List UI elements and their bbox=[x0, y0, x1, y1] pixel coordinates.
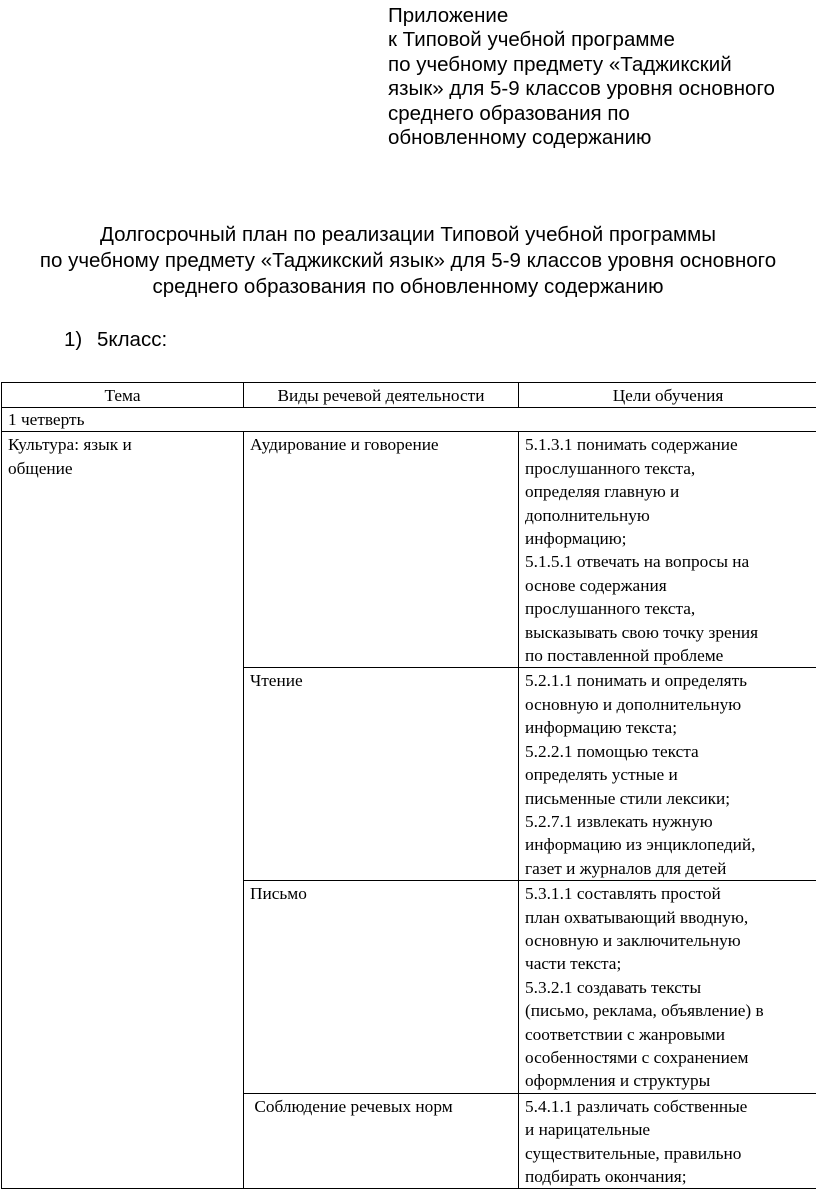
header-activity: Виды речевой деятельности bbox=[244, 383, 519, 408]
topic-line: общение bbox=[8, 457, 239, 480]
header-goals: Цели обучения bbox=[519, 383, 816, 408]
quarter-row bbox=[2, 408, 816, 432]
goal-line: план охватывающий вводную, bbox=[525, 906, 813, 929]
goal-line: по поставленной проблеме bbox=[525, 644, 813, 667]
goal-line: определяя главную и bbox=[525, 480, 813, 503]
goal-line: (письмо, реклама, объявление) в bbox=[525, 999, 813, 1022]
goal-line: информацию из энциклопедий, bbox=[525, 833, 813, 856]
activity-cell: Аудирование и говорение bbox=[244, 432, 519, 668]
goal-line: 5.2.2.1 помощью текста bbox=[525, 740, 813, 763]
goal-line: особенностями с сохранением bbox=[525, 1046, 813, 1069]
topic-line: Культура: язык и bbox=[8, 433, 239, 456]
goal-line: 5.4.1.1 различать собственные bbox=[525, 1095, 813, 1118]
table-row bbox=[2, 432, 816, 668]
goal-line: определять устные и bbox=[525, 763, 813, 786]
plan-title bbox=[0, 222, 816, 300]
grade-label: 5класс: bbox=[97, 328, 167, 351]
appendix-line: к Типовой учебной программе bbox=[388, 28, 775, 52]
goal-line: основе содержания bbox=[525, 574, 813, 597]
grade-number: 1) bbox=[64, 328, 97, 352]
goal-line: информацию; bbox=[525, 527, 813, 550]
appendix-header bbox=[388, 4, 775, 150]
goals-cell bbox=[519, 881, 816, 1094]
goal-line: информацию текста; bbox=[525, 716, 813, 739]
goal-line: существительные, правильно bbox=[525, 1142, 813, 1165]
goals-cell bbox=[519, 432, 816, 668]
goal-line: основную и заключительную bbox=[525, 929, 813, 952]
plan-title-line: Долгосрочный план по реализации Типовой учебной программы bbox=[0, 222, 816, 248]
activity-cell: Письмо bbox=[244, 881, 519, 1094]
grade-heading bbox=[64, 328, 167, 352]
goal-line: оформления и структуры bbox=[525, 1069, 813, 1092]
goal-line: 5.3.1.1 составлять простой bbox=[525, 882, 813, 905]
goal-line: прослушанного текста, bbox=[525, 597, 813, 620]
plan-title-line: по учебному предмету «Таджикский язык» для 5-9 классов уровня основного bbox=[0, 248, 816, 274]
goal-line: 5.1.3.1 понимать содержание bbox=[525, 433, 813, 456]
goal-line: и нарицательные bbox=[525, 1118, 813, 1141]
activity-cell: Чтение bbox=[244, 668, 519, 881]
goal-line: газет и журналов для детей bbox=[525, 857, 813, 880]
goal-line: прослушанного текста, bbox=[525, 457, 813, 480]
plan-title-line: среднего образования по обновленному содержанию bbox=[0, 274, 816, 300]
goal-line: соответствии с жанровыми bbox=[525, 1023, 813, 1046]
goal-line: подбирать окончания; bbox=[525, 1165, 813, 1188]
goal-line: 5.2.1.1 понимать и определять bbox=[525, 669, 813, 692]
goals-cell bbox=[519, 668, 816, 881]
activity-cell: Соблюдение речевых норм bbox=[244, 1093, 519, 1189]
appendix-line: Приложение bbox=[388, 4, 775, 28]
topic-cell bbox=[2, 432, 244, 1189]
goal-line: основную и дополнительную bbox=[525, 693, 813, 716]
plan-table bbox=[1, 382, 816, 1189]
goal-line: письменные стили лексики; bbox=[525, 787, 813, 810]
goal-line: 5.3.2.1 создавать тексты bbox=[525, 976, 813, 999]
table-header-row bbox=[2, 383, 816, 408]
goal-line: части текста; bbox=[525, 952, 813, 975]
goal-line: высказывать свою точку зрения bbox=[525, 621, 813, 644]
appendix-line: язык» для 5-9 классов уровня основного bbox=[388, 77, 775, 101]
quarter-label: 1 четверть bbox=[2, 408, 816, 432]
goal-line: 5.2.7.1 извлекать нужную bbox=[525, 810, 813, 833]
header-topic: Тема bbox=[2, 383, 244, 408]
goal-line: 5.1.5.1 отвечать на вопросы на bbox=[525, 550, 813, 573]
goals-cell bbox=[519, 1093, 816, 1189]
appendix-line: обновленному содержанию bbox=[388, 126, 775, 150]
goal-line: дополнительную bbox=[525, 504, 813, 527]
appendix-line: по учебному предмету «Таджикский bbox=[388, 53, 775, 77]
appendix-line: среднего образования по bbox=[388, 102, 775, 126]
